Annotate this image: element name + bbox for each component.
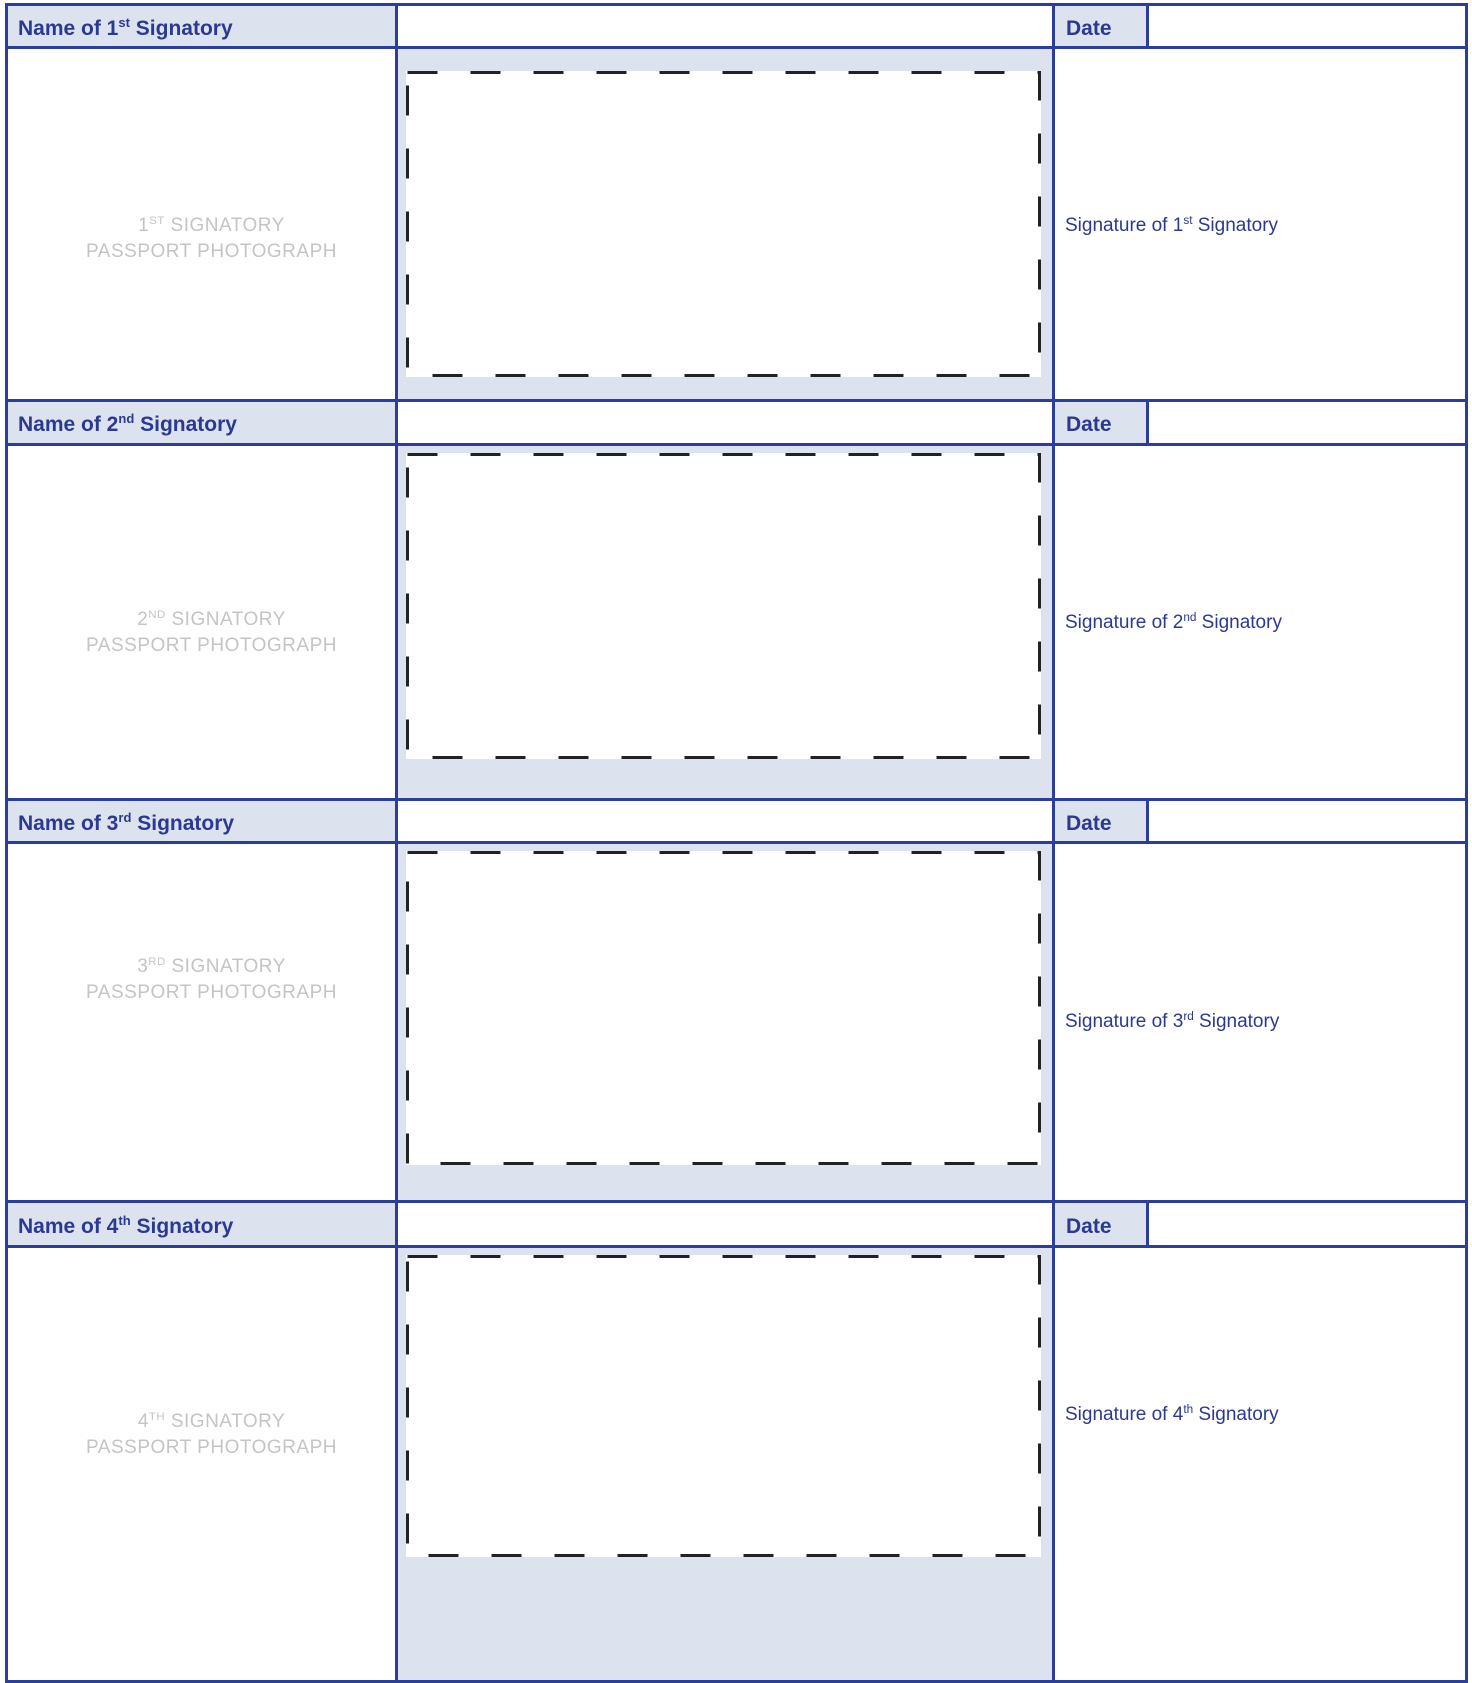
signature-box[interactable] (395, 841, 1055, 1203)
signature-label-cell (1052, 46, 1468, 402)
date-label: Date (1066, 1215, 1112, 1238)
date-field[interactable] (1146, 3, 1468, 49)
photo-placeholder-text: 1ST SIGNATORY PASSPORT PHOTOGRAPH (86, 215, 337, 262)
date-field[interactable] (1146, 399, 1468, 446)
signature-dashed-area (406, 71, 1041, 377)
photo-cell (5, 1245, 398, 1683)
signature-label-cell (1052, 1245, 1468, 1683)
dashed-border-icon (406, 1255, 1041, 1557)
photo-placeholder-text: 2ND SIGNATORY PASSPORT PHOTOGRAPH (86, 609, 337, 656)
signatory-block-1 (5, 3, 1468, 402)
signature-box[interactable] (395, 443, 1055, 801)
signatory-block-4 (5, 1200, 1468, 1683)
signature-label: Signature of 3rd Signatory (1065, 1009, 1280, 1032)
name-label-cell (5, 399, 398, 446)
name-label-cell (5, 798, 398, 844)
name-label: Name of 2nd Signatory (18, 411, 237, 436)
signature-label: Signature of 2nd Signatory (1065, 610, 1282, 633)
signature-label: Signature of 4th Signatory (1065, 1402, 1279, 1425)
signatory-block-3 (5, 798, 1468, 1203)
date-label: Date (1066, 17, 1112, 40)
date-label-cell (1052, 798, 1149, 844)
signature-box[interactable] (395, 46, 1055, 402)
date-label-cell (1052, 1200, 1149, 1248)
photo-cell (5, 46, 398, 402)
signatory-form (5, 3, 1468, 1683)
name-field[interactable] (395, 1200, 1055, 1248)
date-field[interactable] (1146, 798, 1468, 844)
date-label: Date (1066, 812, 1112, 835)
dashed-border-icon (406, 453, 1041, 759)
date-label-cell (1052, 3, 1149, 49)
photo-cell (5, 841, 398, 1203)
signature-dashed-area (406, 851, 1041, 1165)
signature-box[interactable] (395, 1245, 1055, 1683)
photo-placeholder-text: 4TH SIGNATORY PASSPORT PHOTOGRAPH (86, 1411, 337, 1458)
name-field[interactable] (395, 399, 1055, 446)
date-label-cell (1052, 399, 1149, 446)
name-field[interactable] (395, 3, 1055, 49)
date-field[interactable] (1146, 1200, 1468, 1248)
signature-dashed-area (406, 1255, 1041, 1557)
signature-label: Signature of 1st Signatory (1065, 213, 1279, 236)
dashed-border-icon (406, 851, 1041, 1165)
name-field[interactable] (395, 798, 1055, 844)
name-label: Name of 1st Signatory (18, 15, 233, 40)
name-label-cell (5, 1200, 398, 1248)
signature-label-cell (1052, 443, 1468, 801)
signatory-block-2 (5, 399, 1468, 801)
photo-placeholder-text: 3RD SIGNATORY PASSPORT PHOTOGRAPH (86, 956, 337, 1003)
name-label-cell (5, 3, 398, 49)
name-label: Name of 4th Signatory (18, 1213, 234, 1238)
dashed-border-icon (406, 71, 1041, 377)
photo-cell (5, 443, 398, 801)
name-label: Name of 3rd Signatory (18, 810, 235, 835)
signature-dashed-area (406, 453, 1041, 759)
signature-label-cell (1052, 841, 1468, 1203)
date-label: Date (1066, 413, 1112, 436)
